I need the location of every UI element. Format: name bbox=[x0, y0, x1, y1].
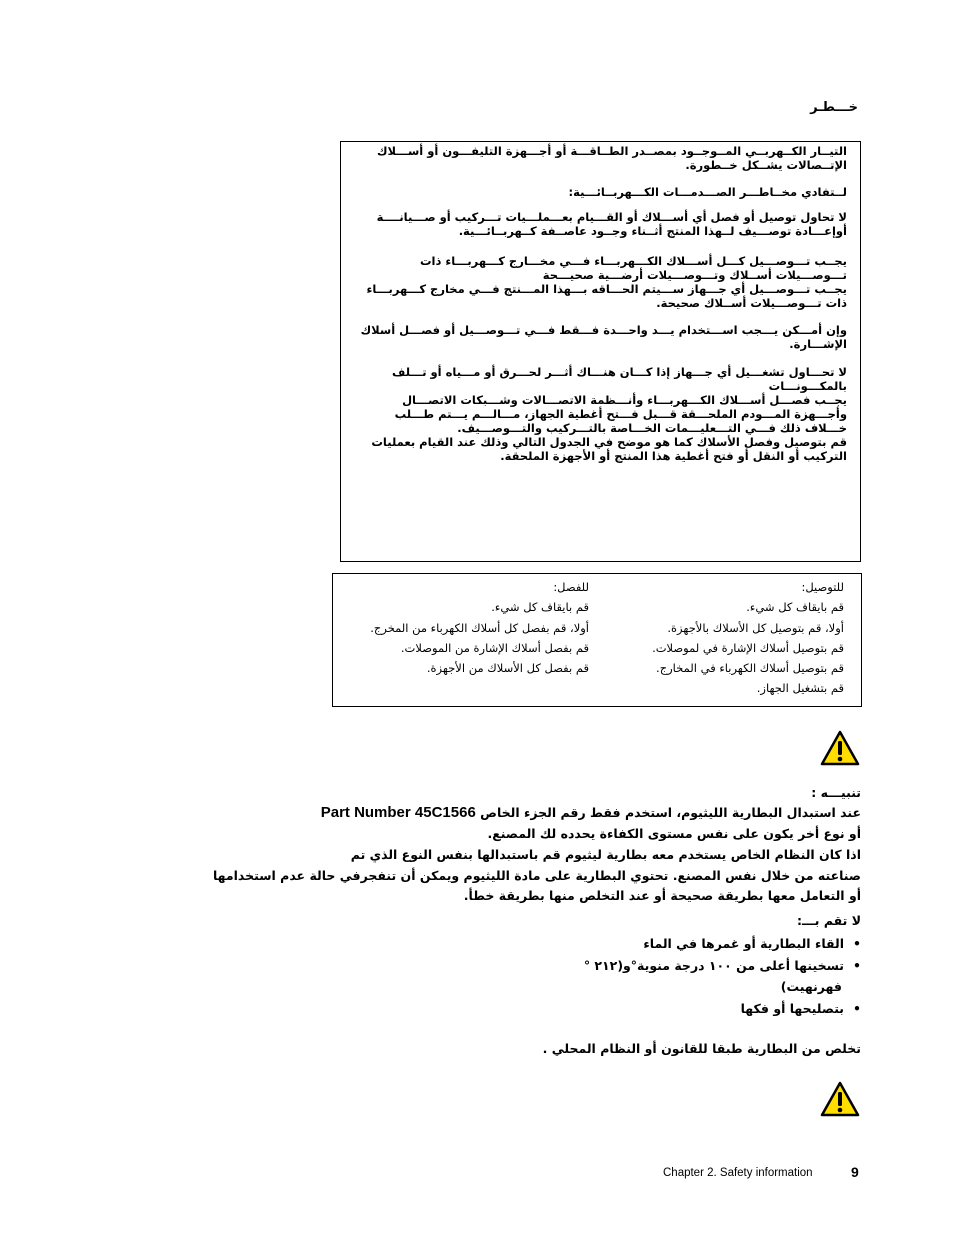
list-item-continuation: فهرنهيت) bbox=[780, 979, 842, 994]
disconnect-column bbox=[370, 577, 589, 678]
caution-text: عند استبدال البطارية الليثيوم، استخدم فقط رقم الجزء الخاص bbox=[480, 805, 861, 820]
danger-paragraph: قم بتوصيل وفصل الأسلاك كما هو موضح في الجدول التالي وذلك عند القيام بعمليات التركيب أو النقل أو فتح أغطية هذا المنتج أو الأجهزة الملحقة. bbox=[371, 435, 847, 463]
danger-paragraph: التيــار الكــهربــي المــوجــود بمصــدر الطــاقـــة أو أجـــهزة التليفـــون أو أســـلاك الإتــصالات يشــكل خــطورة. bbox=[376, 144, 847, 172]
caution-line-3: اذا كان النظام الخاص يستخدم معه بطارية ليثيوم قم باستبدالها بنفس النوع الذي تم bbox=[350, 847, 861, 862]
disconnect-step: قم بفصل كل الأسلاك من الأجهزة. bbox=[426, 661, 589, 676]
danger-paragraph: يجــب تـــوصـــيل كـــل أســـلاك الكـــهربـــاء فـــي مخـــارج كـــهربـــاء ذات تـــوصـــيلات أســلاك وتـــوصـــيلات أرضـــية صحيـــحة bbox=[419, 254, 847, 282]
list-item bbox=[741, 1001, 861, 1016]
caution-line-2: أو نوع أخر يكون على نفس مستوى الكفاءة يحدده لك المصنع. bbox=[487, 826, 861, 841]
danger-notice-box bbox=[340, 141, 861, 562]
connect-disconnect-table bbox=[332, 573, 862, 707]
footer-chapter-label: Chapter 2. Safety information bbox=[663, 1167, 813, 1179]
caution-title: تنبيـــه : bbox=[811, 785, 861, 800]
part-number: Part Number 45C1566 bbox=[320, 804, 476, 821]
danger-heading: خـــطـر bbox=[810, 100, 858, 115]
connect-column bbox=[652, 577, 844, 699]
bullet-icon: • bbox=[853, 936, 861, 951]
dispose-instruction: تخلص من البطارية طبقا للقانون أو النظام المحلي . bbox=[542, 1041, 861, 1056]
connect-header: للتوصيل: bbox=[801, 580, 844, 594]
disconnect-header: للفصل: bbox=[553, 580, 589, 594]
list-item bbox=[643, 936, 861, 951]
page-number: 9 bbox=[851, 1164, 859, 1180]
connect-step: قم بتوصيل أسلاك الكهرباء في المخارج. bbox=[656, 661, 844, 676]
danger-paragraph: يجــب فصـــل أســـلاك الكـــهربـــاء وأنـــظمة الاتصـــالات وشـــبكات الاتصـــال وأجـــهزة المـــودم الملحـــقة قـــبل فـــتح أغطية الجهاز، مـــالـــم يـــتم طـــلب خـــلاف ذلك فـــي التـــعليـــمات الخـــاصة بالتـــركيب والتـــوصـــيف. bbox=[394, 393, 847, 435]
disconnect-step: أولا، قم بفصل كل أسلاك الكهرباء من المخرج. bbox=[370, 620, 589, 635]
disconnect-step: قم بايقاف كل شيء. bbox=[491, 600, 589, 615]
list-item-text: تسخينها أعلى من ١٠٠ درجة منوية°و(٢١٢ ° bbox=[583, 958, 844, 973]
do-not-heading: لا تقم بـــ: bbox=[796, 913, 861, 928]
danger-paragraph: لا تحـــاول تشغـــيل أي جـــهاز إذا كـــان هنـــاك أثـــر لحـــرق أو مـــياه أو تـــلف بالمكـــونـــات bbox=[392, 365, 847, 393]
caution-line-4: صناعته من خلال نفس المصنع. تحتوي البطارية على مادة الليثيوم ويمكن أن تنفجرفي حالة عدم استخدامها bbox=[212, 868, 861, 883]
disconnect-step: قم بفصل أسلاك الإشارة من الموصلات. bbox=[400, 640, 589, 655]
connect-step: قم بتشغيل الجهاز. bbox=[756, 681, 844, 696]
caution-line-1 bbox=[321, 804, 861, 821]
danger-paragraph: وإن أمـــكن يـــجب اســـتخدام يـــد واحـــدة فـــقط فـــي تـــوصـــيل أو فصـــل أسلاك الإشـــارة. bbox=[360, 323, 847, 351]
connect-step: قم بتوصيل أسلاك الإشارة في لموصلات. bbox=[652, 640, 844, 655]
connect-step: أولا، قم بتوصيل كل الأسلاك بالأجهزة. bbox=[667, 620, 844, 635]
bullet-icon: • bbox=[853, 1001, 861, 1016]
list-item bbox=[584, 958, 861, 973]
warning-triangle-icon bbox=[820, 1081, 860, 1117]
danger-paragraph: لــتفادي مخــاطـــر الصـــدمـــات الكـــهربــائـــية: bbox=[568, 185, 847, 199]
danger-paragraph: لا تحاول توصيل أو فصل أي أســـلاك أو القـــيام بعـــملـــيات تـــركيب أو صـــيانــــة أوإعـــادة توصـــيف لــهذا المنتج أثــناء وجــود عاصــفة كــهربــائـــية. bbox=[376, 210, 847, 238]
danger-paragraph: يجــب تـــوصـــيل أي جـــهاز ســـيتم الحـــاقه بـــهذا المـــنتج فـــي مخارج كـــهربـــاء ذات تـــوصـــيلات أســلاك صحيحة. bbox=[366, 282, 847, 310]
list-item-text: بتصليحها أو فكها bbox=[740, 1001, 844, 1016]
list-item-text: القاء البطارية أو غمرها في الماء bbox=[643, 936, 844, 951]
warning-triangle-icon bbox=[820, 730, 860, 766]
bullet-icon: • bbox=[853, 958, 861, 973]
caution-line-5: أو التعامل معها بطريقة صحيحة أو عند التخلص منها بطريقة خطأ. bbox=[463, 888, 861, 903]
connect-step: قم بايقاف كل شيء. bbox=[746, 600, 844, 615]
